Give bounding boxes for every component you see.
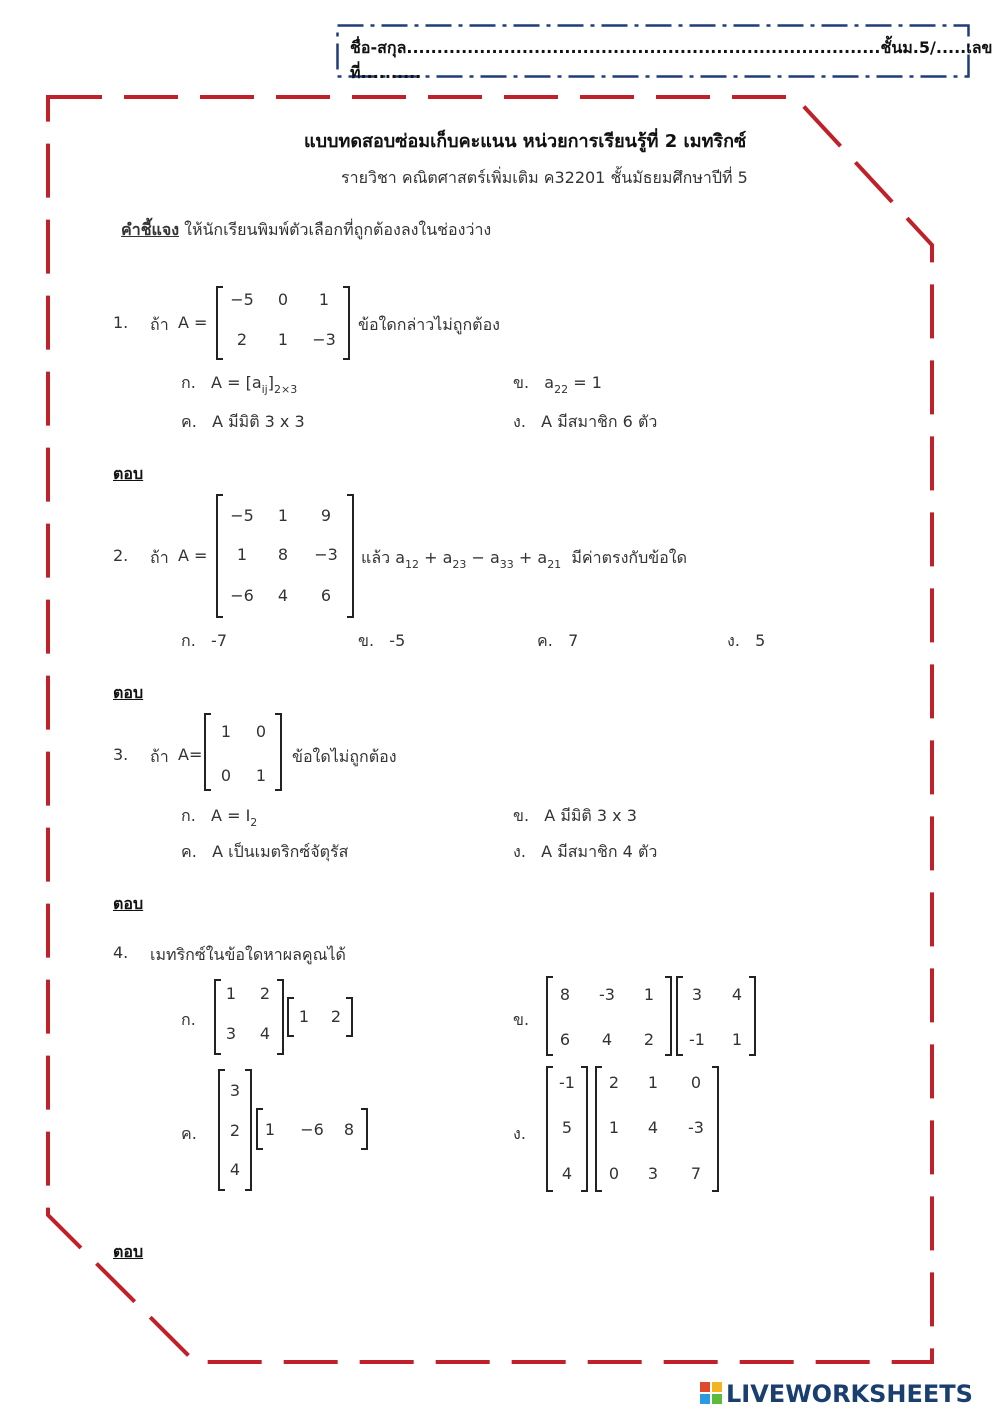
subscript: 23 [452,558,467,571]
matrix-cell: 3 [647,1164,659,1183]
q2-choice-d[interactable] [727,629,765,654]
q2-expression [361,546,687,571]
q4-choice-b-label[interactable]: ข. [513,1010,530,1029]
choice-label: ก. [181,373,196,392]
choice-label: ข. [513,373,530,392]
choice-label: ค. [181,412,197,431]
expr-term: + a [513,548,548,567]
matrix-cell: 2 [330,1007,342,1026]
q1-matrix [216,286,350,360]
q4a-matrix-2 [287,997,353,1037]
matrix-cell: -3 [688,1118,704,1137]
q2-choice-b[interactable] [358,629,405,654]
matrix-cell: 0 [220,766,232,785]
q1-text: ข้อใดกล่าวไม่ถูกต้อง [358,315,500,334]
q3-if: ถ้า [150,747,169,766]
brand-logo-text: LIVEWORKSHEETS [726,1380,973,1408]
q2-matrix [216,494,354,618]
q2-var: A = [178,546,208,565]
matrix-cell: 1 [643,985,655,1004]
matrix-cell: 2 [608,1073,620,1092]
q4-number: 4. [113,943,129,962]
q1-answer-label[interactable]: ตอบ [113,464,144,483]
matrix-cell: −3 [314,545,338,564]
matrix-cell: 1 [277,506,289,525]
subscript: 2×3 [274,383,298,396]
q4b-matrix-1 [546,976,672,1056]
q4d-matrix-2 [595,1066,719,1192]
choice-label: ข. [358,631,375,650]
q1-choice-a[interactable] [181,371,297,396]
matrix-cell: 0 [608,1164,620,1183]
matrix-cell: 4 [601,1030,613,1049]
q3-var: A= [178,745,203,764]
page-subtitle: รายวิชา คณิตศาสตร์เพิ่มเติม ค32201 ชั้นมัธยมศึกษาปีที่ 5 [341,168,748,187]
choice-text: ] [267,373,274,392]
q1-if: ถ้า [150,315,169,334]
choice-text: = 1 [568,373,602,392]
matrix-cell: 4 [277,586,289,605]
subscript: 21 [547,558,562,571]
choice-label: ง. [513,412,526,431]
choice-label: ค. [181,842,197,861]
matrix-cell: -1 [689,1030,705,1049]
matrix-cell: 2 [236,330,248,349]
choice-text: A = [a [211,373,262,392]
matrix-cell: 6 [320,586,332,605]
q4-choice-a-label[interactable]: ก. [181,1010,196,1029]
name-line[interactable]: ชื่อ-สกุล..............................................................................ชั้นม.5/.....เลขที่.......... [350,38,993,82]
expr-term: + a [419,548,453,567]
matrix-cell: 3 [225,1024,237,1043]
page-title: แบบทดสอบซ่อมเก็บคะแนน หน่วยการเรียนรู้ที่ 2 เมทริกซ์ [304,131,747,152]
expr-term: a [395,548,406,567]
q2-number: 2. [113,546,129,565]
matrix-cell: −5 [230,506,254,525]
liveworksheets-logo-icon [700,1382,722,1404]
choice-text: -7 [211,631,227,650]
q4b-matrix-2 [676,976,756,1056]
choice-label: ค. [537,631,553,650]
subscript: ij [261,383,268,396]
choice-label: ข. [513,806,530,825]
matrix-cell: 1 [318,290,330,309]
matrix-cell: 1 [220,722,232,741]
matrix-cell: 1 [731,1030,743,1049]
matrix-cell: 0 [690,1073,702,1092]
q4-choice-d-label[interactable]: ง. [513,1124,526,1143]
choice-text: 5 [755,631,766,650]
choice-text: A มีมิติ 3 x 3 [212,412,305,431]
matrix-cell: −5 [230,290,254,309]
matrix-cell: 0 [255,722,267,741]
choice-text: A มีสมาชิก 4 ตัว [541,842,658,861]
q2-then: แล้ว [361,548,391,567]
subscript: 2 [250,816,258,829]
choice-label: ก. [181,806,196,825]
q3-choice-c[interactable] [181,840,348,865]
q1-var: A = [178,313,208,332]
matrix-cell: 5 [561,1118,573,1137]
matrix-cell: 4 [561,1164,573,1183]
matrix-cell: 4 [229,1160,241,1179]
choice-text: A มีมิติ 3 x 3 [544,806,637,825]
q4a-matrix-1 [214,979,284,1055]
matrix-cell: 2 [259,984,271,1003]
q1-choice-b[interactable] [513,371,602,396]
subscript: 22 [554,383,569,396]
matrix-cell: 3 [229,1081,241,1100]
q4c-matrix-1 [218,1069,252,1191]
matrix-cell: 8 [343,1120,355,1139]
matrix-cell: 4 [731,985,743,1004]
q2-choice-a[interactable] [181,629,227,654]
q3-choice-b[interactable] [513,804,637,829]
q3-answer-label[interactable]: ตอบ [113,894,144,913]
matrix-cell: 0 [277,290,289,309]
matrix-cell: 8 [277,545,289,564]
matrix-cell: 7 [690,1164,702,1183]
q2-if: ถ้า [150,548,169,567]
q4-choice-c-label[interactable]: ค. [181,1124,197,1143]
choice-label: ก. [181,631,196,650]
q3-matrix [204,713,282,791]
q1-choice-d[interactable] [513,410,657,435]
matrix-cell: -1 [559,1073,575,1092]
expr-term: − a [466,548,500,567]
q4c-matrix-2 [256,1108,368,1150]
q2-answer-label[interactable]: ตอบ [113,683,144,702]
instructions-label: คำชี้แจง [121,220,180,239]
matrix-cell: 3 [691,985,703,1004]
q2-choice-c[interactable] [537,629,578,654]
matrix-cell: 8 [559,985,571,1004]
instructions-text: ให้นักเรียนพิมพ์ตัวเลือกที่ถูกต้องลงในช่องว่าง [179,220,492,239]
matrix-cell: 4 [259,1024,271,1043]
matrix-cell: −6 [230,586,254,605]
q3-text: ข้อใดไม่ถูกต้อง [292,747,397,766]
q1-number: 1. [113,313,129,332]
matrix-cell: 1 [277,330,289,349]
matrix-cell: 1 [298,1007,310,1026]
matrix-cell: 2 [643,1030,655,1049]
matrix-cell: −3 [312,330,336,349]
choice-text: A มีสมาชิก 6 ตัว [541,412,658,431]
matrix-cell: 1 [236,545,248,564]
choice-label: ง. [513,842,526,861]
matrix-cell: 1 [225,984,237,1003]
matrix-cell: 4 [647,1118,659,1137]
choice-text: -5 [389,631,406,650]
q2-text: มีค่าตรงกับข้อใด [571,548,687,567]
q4-answer-label[interactable]: ตอบ [113,1242,144,1261]
subscript: 12 [405,558,420,571]
matrix-cell: −6 [300,1120,324,1139]
instructions [121,218,491,243]
q3-choice-a[interactable] [181,804,257,829]
choice-text: a [544,373,555,392]
matrix-cell: -3 [599,985,615,1004]
choice-text: 7 [568,631,579,650]
matrix-cell: 1 [264,1120,276,1139]
subscript: 33 [499,558,514,571]
matrix-cell: 2 [229,1121,241,1140]
q4d-matrix-1 [546,1066,588,1192]
choice-text: A เป็นเมตริกซ์จัตุรัส [212,842,349,861]
matrix-cell: 1 [608,1118,620,1137]
matrix-cell: 6 [559,1030,571,1049]
q1-choice-c[interactable] [181,410,305,435]
matrix-cell: 9 [320,506,332,525]
choice-label: ง. [727,631,740,650]
q3-choice-d[interactable] [513,840,657,865]
matrix-cell: 1 [255,766,267,785]
q4-text: เมทริกซ์ในข้อใดหาผลคูณได้ [150,945,346,964]
choice-text: A = I [211,806,251,825]
q3-number: 3. [113,745,129,764]
matrix-cell: 1 [647,1073,659,1092]
